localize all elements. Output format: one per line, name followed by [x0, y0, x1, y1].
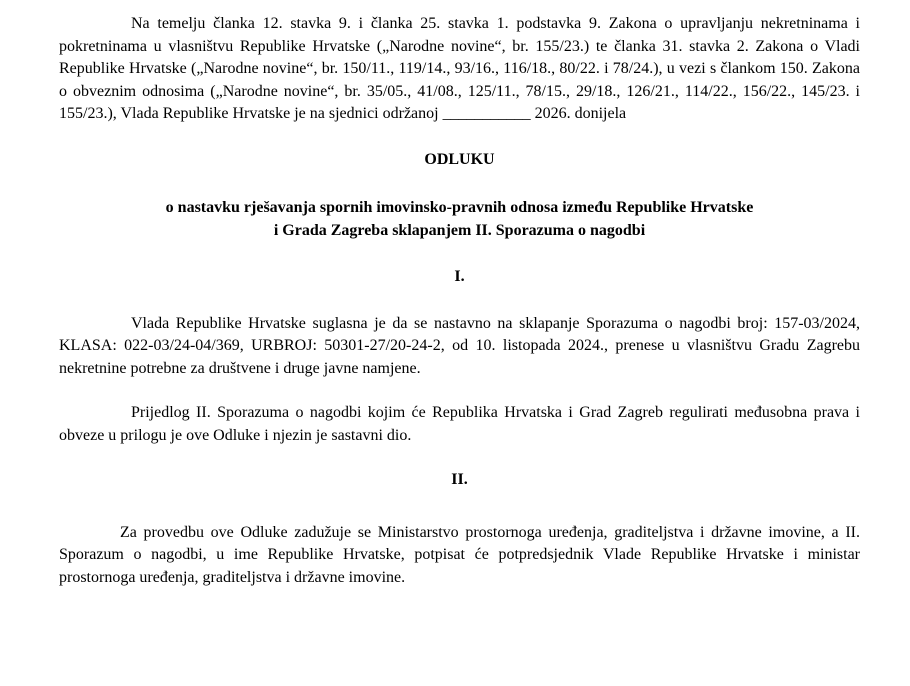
- decision-title: ODLUKU: [424, 150, 495, 168]
- section-1-heading: I.: [454, 268, 465, 285]
- decision-subtitle: [59, 197, 860, 242]
- subtitle-line-1: o nastavku rješavanja spornih imovinsko-pravnih odnosa između Republike Hrvatske: [165, 199, 754, 216]
- section-1-paragraph-1: Vlada Republike Hrvatske suglasna je da se nastavno na sklapanje Sporazuma o nagodbi broj: 157-03/2024, KLASA: 022-03/24-04/369, URBROJ: 50301-27/20-24-2, od 10. listopada 2024., prenese u vlasništvu Gradu Zagrebu nekretnine potrebne za društvene i druge javne namjene.: [59, 314, 860, 377]
- intro-paragraph: Na temelju članka 12. stavka 9. i članka 25. stavka 1. podstavka 9. Zakona o upravljanju nekretninama i pokretninama u vlasništvu Republike Hrvatske („Narodne novine“, br. 155/23.) te članka 31. stavka 2. Zakona o Vladi Republike Hrvatske („Narodne novine“, br. 150/11., 119/14., 93/16., 116/18., 80/22. i 78/24.), u vezi s člankom 150. Zakona o obveznim odnosima („Narodne novine“, br. 35/05., 41/08., 125/11., 78/15., 29/18., 126/21., 114/22., 156/22., 145/23. i 155/23.), Vlada Republike Hrvatske je na sjednici održanoj ___________ 2026. donijela: [59, 15, 860, 122]
- subtitle-line-2: i Grada Zagreba sklapanjem II. Sporazuma o nagodbi: [273, 221, 646, 239]
- section-2-heading: II.: [451, 471, 468, 488]
- section-2-paragraph-1: Za provedbu ove Odluke zadužuje se Ministarstvo prostornoga uređenja, graditeljstva i državne imovine, a II. Sporazum o nagodbi, u ime Republike Hrvatske, potpisat će potpredsjednik Vlade Republike Hrvatske i ministar prostornoga uređenja, graditeljstva i državne imovine.: [59, 523, 860, 586]
- section-1-paragraph-2: Prijedlog II. Sporazuma o nagodbi kojim će Republika Hrvatska i Grad Zagreb regulirati međusobna prava i obveze u prilogu je ove Odluke i njezin je sastavni dio.: [59, 404, 860, 444]
